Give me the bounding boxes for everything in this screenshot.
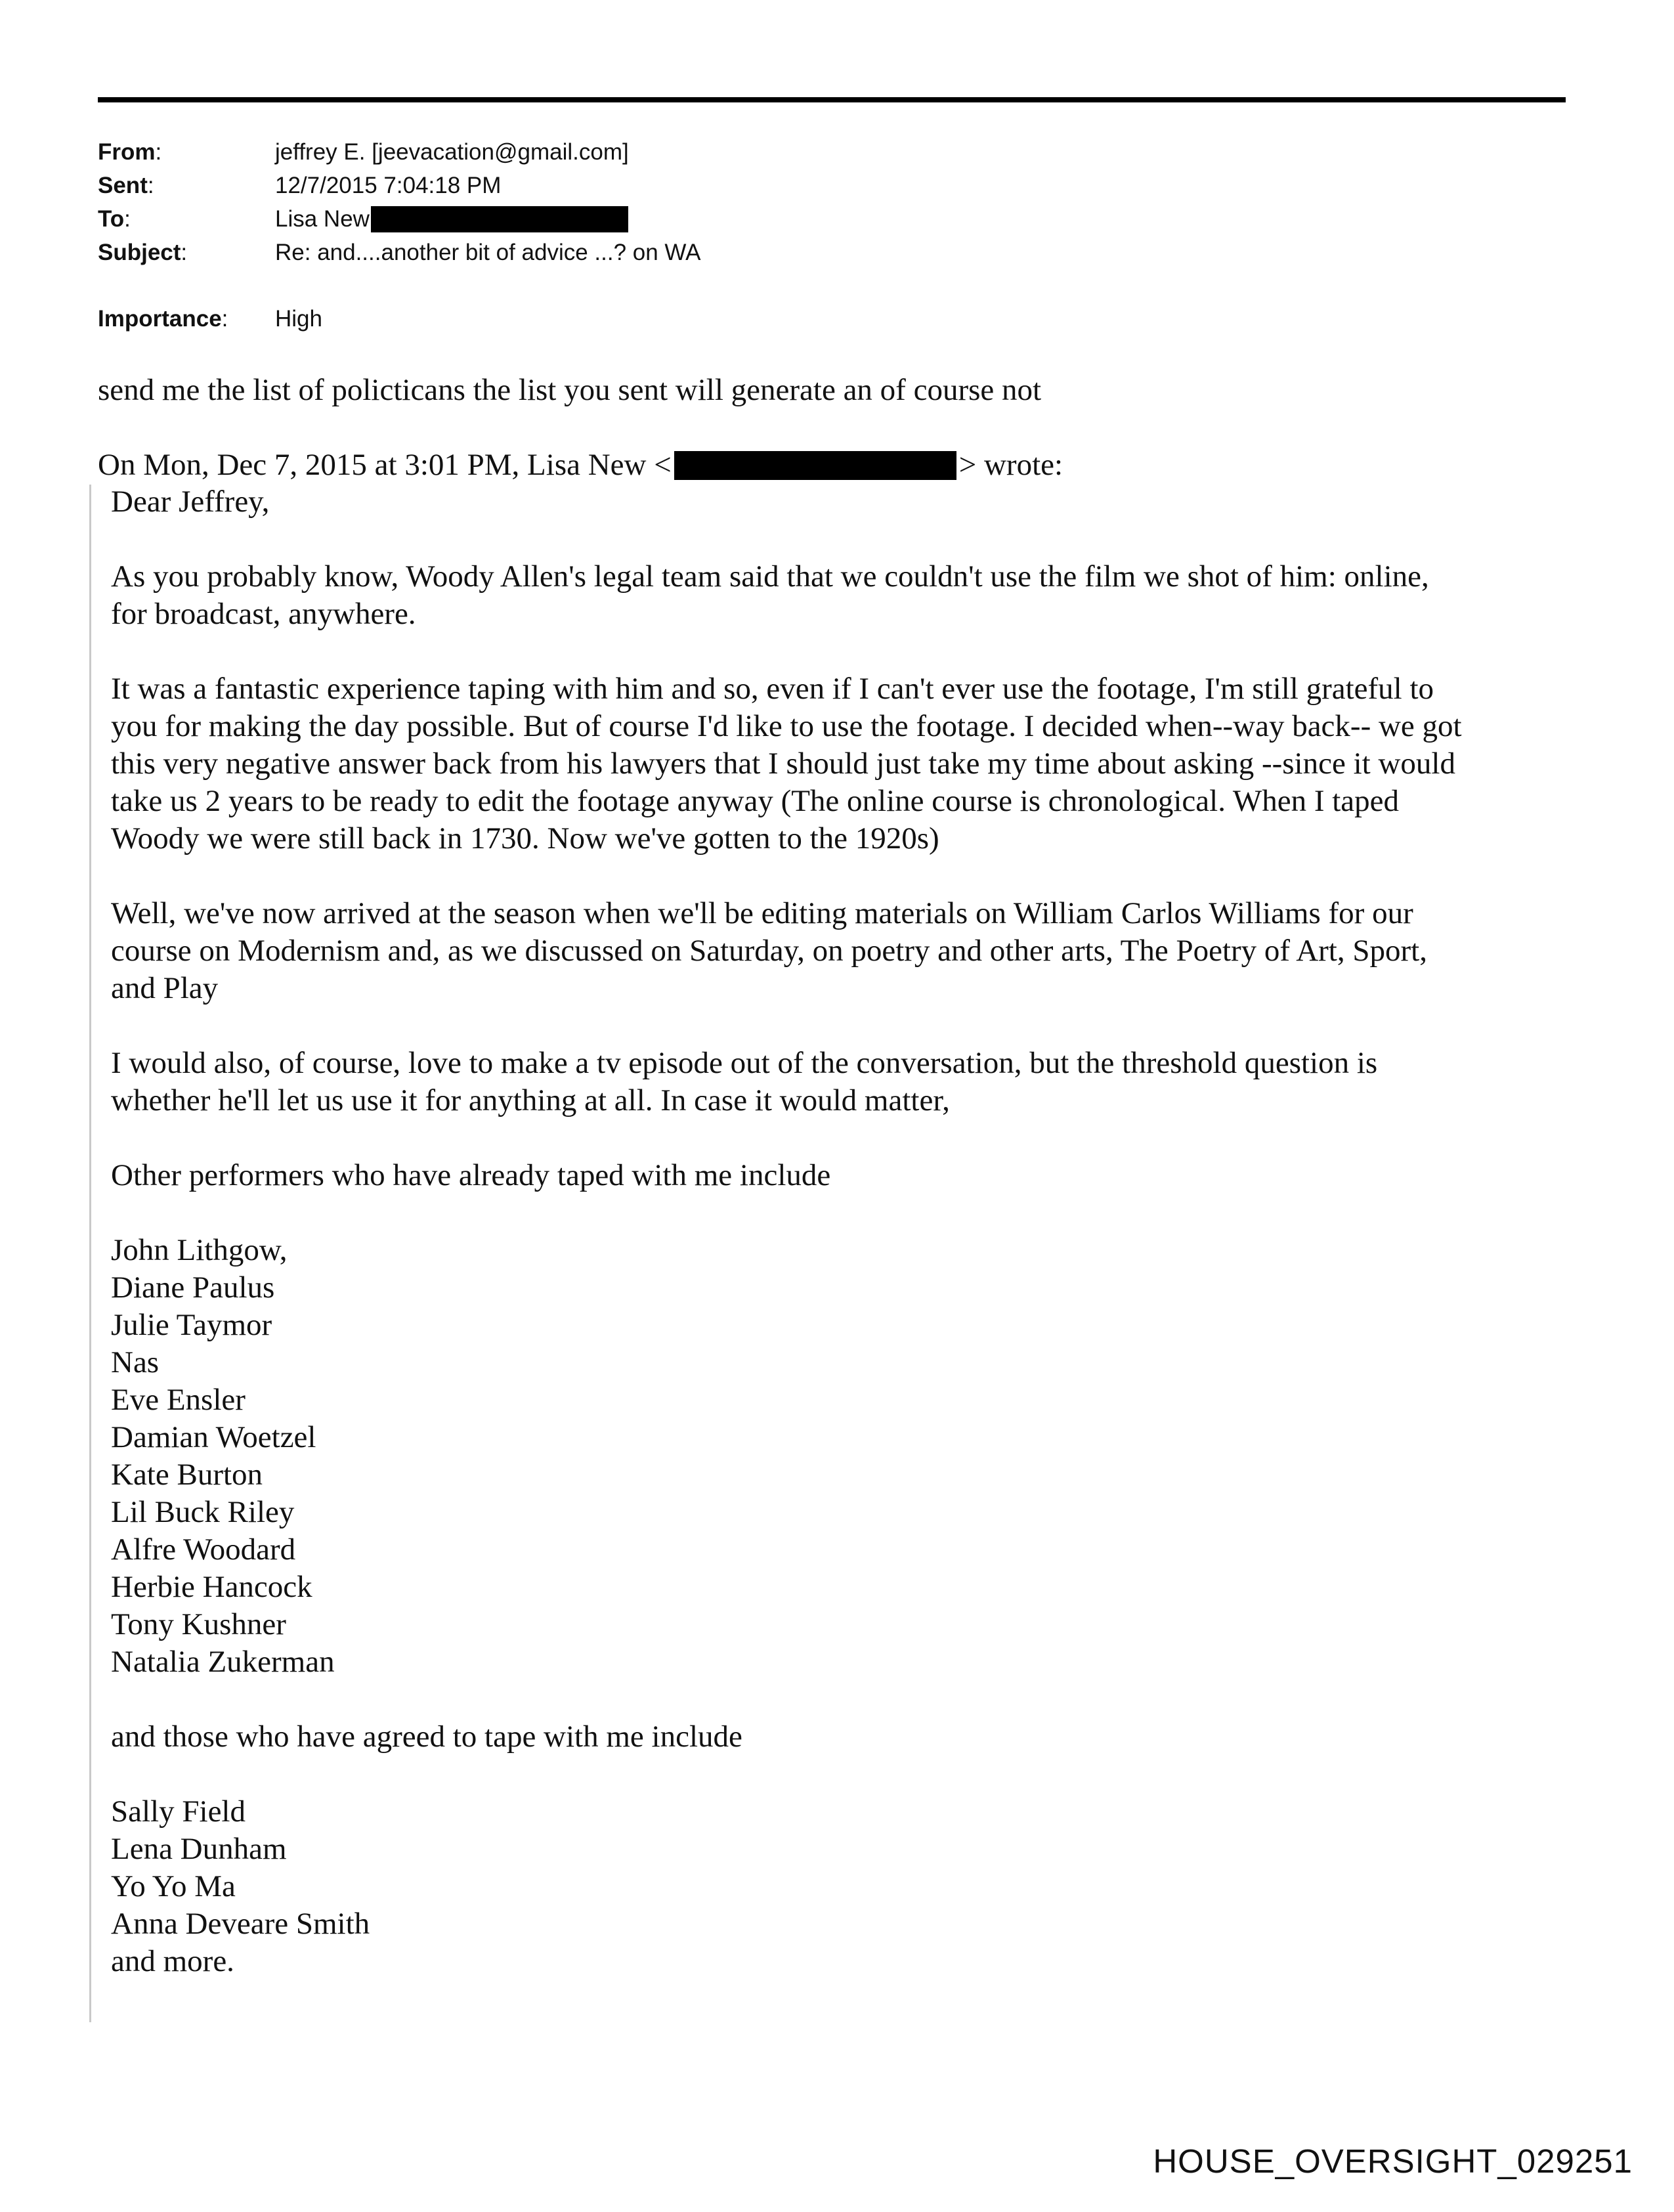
from-value: jeffrey E. [jeevacation@gmail.com]	[275, 139, 629, 165]
email-headers	[98, 135, 701, 336]
importance-label-text: Importance	[98, 306, 222, 332]
performer-name: Nas	[111, 1345, 160, 1379]
to-value	[275, 202, 628, 236]
to-row	[98, 202, 701, 236]
sent-label: Sent:	[98, 173, 154, 198]
paragraph-line: I would also, of course, love to make a tv episode out of the conversation, but the threshold question is	[111, 1046, 1378, 1080]
paragraph-2	[111, 670, 1568, 857]
sent-label-text: Sent	[98, 173, 148, 198]
agreed-name: and more.	[111, 1944, 234, 1978]
agreed-name: Sally Field	[111, 1794, 246, 1829]
paragraph-3	[111, 895, 1568, 1007]
redaction-box-email	[674, 451, 956, 480]
performer-name: Kate Burton	[111, 1458, 263, 1492]
to-label-text: To	[98, 206, 125, 232]
from-row	[98, 135, 701, 169]
subject-value: Re: and....another bit of advice ...? on WA	[275, 240, 701, 265]
paragraph-line: course on Modernism and, as we discussed on Saturday, on poetry and other arts, The Poetry of Art, Sport,	[111, 934, 1427, 968]
performer-name: Lil Buck Riley	[111, 1495, 295, 1529]
paragraph-line: you for making the day possible. But of course I'd like to use the footage. I decided when--way back-- we got	[111, 709, 1462, 743]
quoted-message	[111, 483, 1568, 2018]
performer-name: Eve Ensler	[111, 1383, 246, 1417]
performer-name: Damian Woetzel	[111, 1420, 316, 1454]
quoted-attribution	[98, 446, 1063, 484]
performers-intro	[111, 1157, 1568, 1194]
paragraph-line: As you probably know, Woody Allen's legal team said that we couldn't use the film we shot of him: online,	[111, 559, 1429, 594]
redaction-box-to	[371, 206, 628, 232]
quote-bar	[89, 485, 91, 2022]
performer-name: Tony Kushner	[111, 1607, 286, 1641]
performer-name: Alfre Woodard	[111, 1532, 296, 1567]
attribution-prefix: On Mon, Dec 7, 2015 at 3:01 PM, Lisa New <	[98, 448, 672, 482]
performer-name: John Lithgow,	[111, 1233, 288, 1267]
bates-number: HOUSE_OVERSIGHT_029251	[1153, 2142, 1633, 2180]
paragraph-line: whether he'll let us use it for anything at all. In case it would matter,	[111, 1083, 950, 1117]
subject-label-text: Subject	[98, 240, 181, 265]
to-name: Lisa New	[275, 206, 370, 232]
subject-label: Subject:	[98, 240, 188, 265]
agreed-list	[111, 1793, 1568, 1980]
importance-row	[98, 302, 701, 336]
greeting-line: Dear Jeffrey,	[111, 485, 270, 519]
agreed-name: Lena Dunham	[111, 1832, 287, 1866]
paragraph-line: for broadcast, anywhere.	[111, 597, 416, 631]
agreed-name: Anna Deveare Smith	[111, 1907, 370, 1941]
paragraph-line: It was a fantastic experience taping with him and so, even if I can't ever use the footage, I'm still grateful to	[111, 672, 1434, 706]
from-label-text: From	[98, 139, 156, 165]
importance-value: High	[275, 306, 322, 332]
sent-value: 12/7/2015 7:04:18 PM	[275, 173, 502, 198]
subject-row	[98, 236, 701, 269]
to-label: To:	[98, 206, 131, 232]
header-rule	[98, 97, 1566, 102]
performer-name: Natalia Zukerman	[111, 1645, 335, 1679]
paragraph-1	[111, 558, 1568, 633]
performers-list	[111, 1232, 1568, 1681]
attribution-suffix: > wrote:	[958, 448, 1063, 482]
importance-label: Importance:	[98, 306, 228, 332]
from-label: From:	[98, 139, 162, 165]
paragraph-line: and Play	[111, 971, 219, 1005]
paragraph-line: this very negative answer back from his lawyers that I should just take my time about asking --since it would	[111, 747, 1455, 781]
greeting	[111, 483, 1568, 521]
performer-name: Herbie Hancock	[111, 1570, 312, 1604]
paragraph-4	[111, 1045, 1568, 1119]
sent-row	[98, 169, 701, 202]
agreed-name: Yo Yo Ma	[111, 1869, 236, 1903]
paragraph-line: Woody we were still back in 1730. Now we've gotten to the 1920s)	[111, 821, 939, 856]
paragraph-line: take us 2 years to be ready to edit the footage anyway (The online course is chronological. When I taped	[111, 784, 1399, 818]
paragraph-line: Well, we've now arrived at the season when we'll be editing materials on William Carlos Williams for our	[111, 896, 1413, 930]
agreed-intro-line: and those who have agreed to tape with me include	[111, 1720, 742, 1754]
agreed-intro	[111, 1718, 1568, 1756]
reply-text: send me the list of policticans the list you sent will generate an of course not	[98, 373, 1042, 407]
performer-name: Diane Paulus	[111, 1270, 275, 1305]
performer-name: Julie Taymor	[111, 1308, 272, 1342]
performers-intro-line: Other performers who have already taped with me include	[111, 1158, 831, 1192]
